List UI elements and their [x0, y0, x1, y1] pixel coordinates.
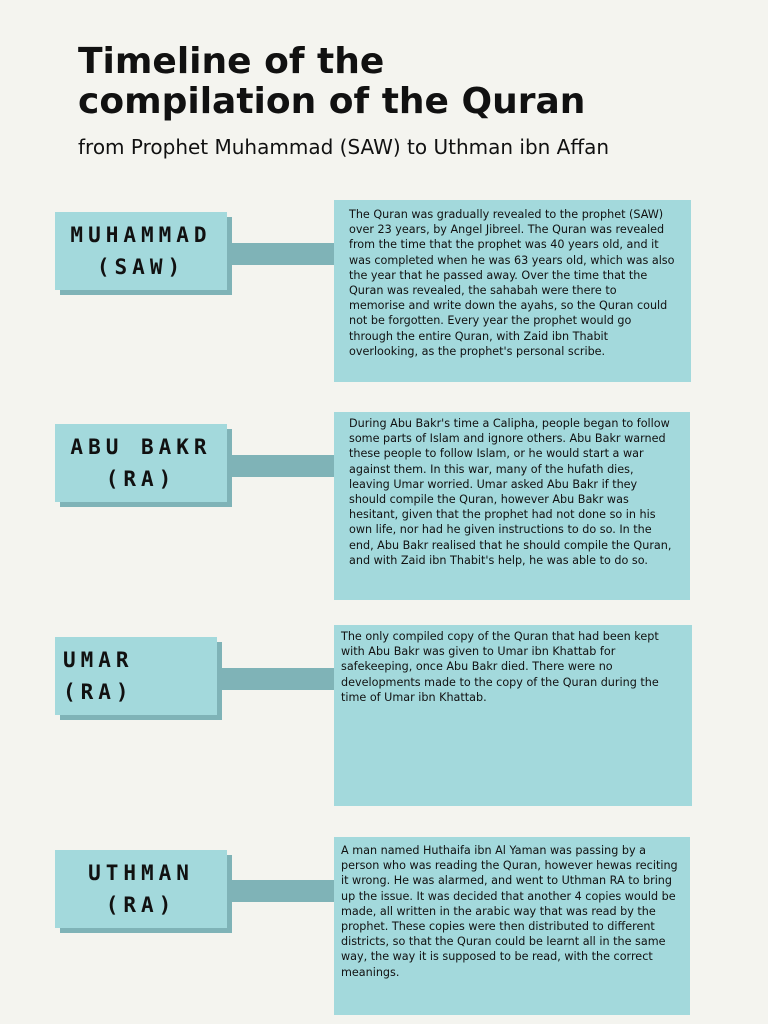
label-box-muhammad — [55, 212, 227, 290]
description-box — [334, 412, 690, 600]
label-box-abu-bakr — [55, 424, 227, 502]
label-title: (RA) — [105, 893, 177, 917]
label-title: (RA) — [63, 680, 134, 704]
page-title — [78, 42, 738, 122]
description-box — [334, 837, 690, 1015]
label-name: MUHAMMAD — [70, 223, 212, 247]
label-name: ABU BAKR — [70, 435, 212, 459]
label-box-umar — [55, 637, 217, 715]
description-text: A man named Huthaifa ibn Al Yaman was passing by a person who was reading the Quran, however hewas reciting it wrong. He was alarmed, and went to Uthman RA to bring up the issue. It was decided that another 4 copies would be made, all written in the arabic way that was read by the prophet. These copies were then distributed to different districts, so that the Quran could be learnt all in the same way, the way it is supposed to be read, with the correct meanings. — [341, 844, 678, 979]
description-box — [334, 200, 691, 382]
connector-bar — [230, 243, 334, 265]
label-box-uthman — [55, 850, 227, 928]
description-text: The Quran was gradually revealed to the prophet (SAW) over 23 years, by Angel Jibreel. The Quran was revealed from the time that the prophet was 40 years old, and it was completed when he was 63 years old, which was also the year that he passed away. Over the time that the Quran was revealed, the sahabah were there to memorise and write down the ayahs, so the Quran could not be forgotten. Every year the prophet would go through the entire Quran, with Zaid ibn Thabit overlooking, as the prophet's personal scribe. — [349, 208, 675, 358]
title-line-1: Timeline of the — [78, 41, 385, 82]
description-text: During Abu Bakr's time a Calipha, people began to follow some parts of Islam and ignore others. Abu Bakr warned these people to follow Islam, or he would start a war against them. In this war, many of the hufath dies, leaving Umar worried. Umar asked Abu Bakr if they should compile the Quran, however Abu Bakr was hesitant, given that the prophet had not done so in his own life, nor had he given instructions to do so. In the end, Abu Bakr realised that he should compile the Quran, and with Zaid ibn Thabit's help, he was able to do so. — [349, 417, 672, 567]
label-name: UTHMAN — [88, 861, 194, 885]
label-title: (SAW) — [96, 255, 186, 279]
label-name: UMAR — [63, 648, 134, 672]
connector-bar — [220, 668, 334, 690]
page-subtitle: from Prophet Muhammad (SAW) to Uthman ibn Affan — [78, 135, 610, 159]
title-line-2: compilation of the Quran — [78, 81, 586, 122]
connector-bar — [230, 455, 334, 477]
label-title: (RA) — [105, 467, 177, 491]
description-text: The only compiled copy of the Quran that had been kept with Abu Bakr was given to Umar ibn Khattab for safekeeping, once Abu Bakr died. There were no developments made to the copy of the Quran during the time of Umar ibn Khattab. — [341, 630, 659, 704]
description-box — [334, 625, 692, 806]
connector-bar — [230, 880, 334, 902]
